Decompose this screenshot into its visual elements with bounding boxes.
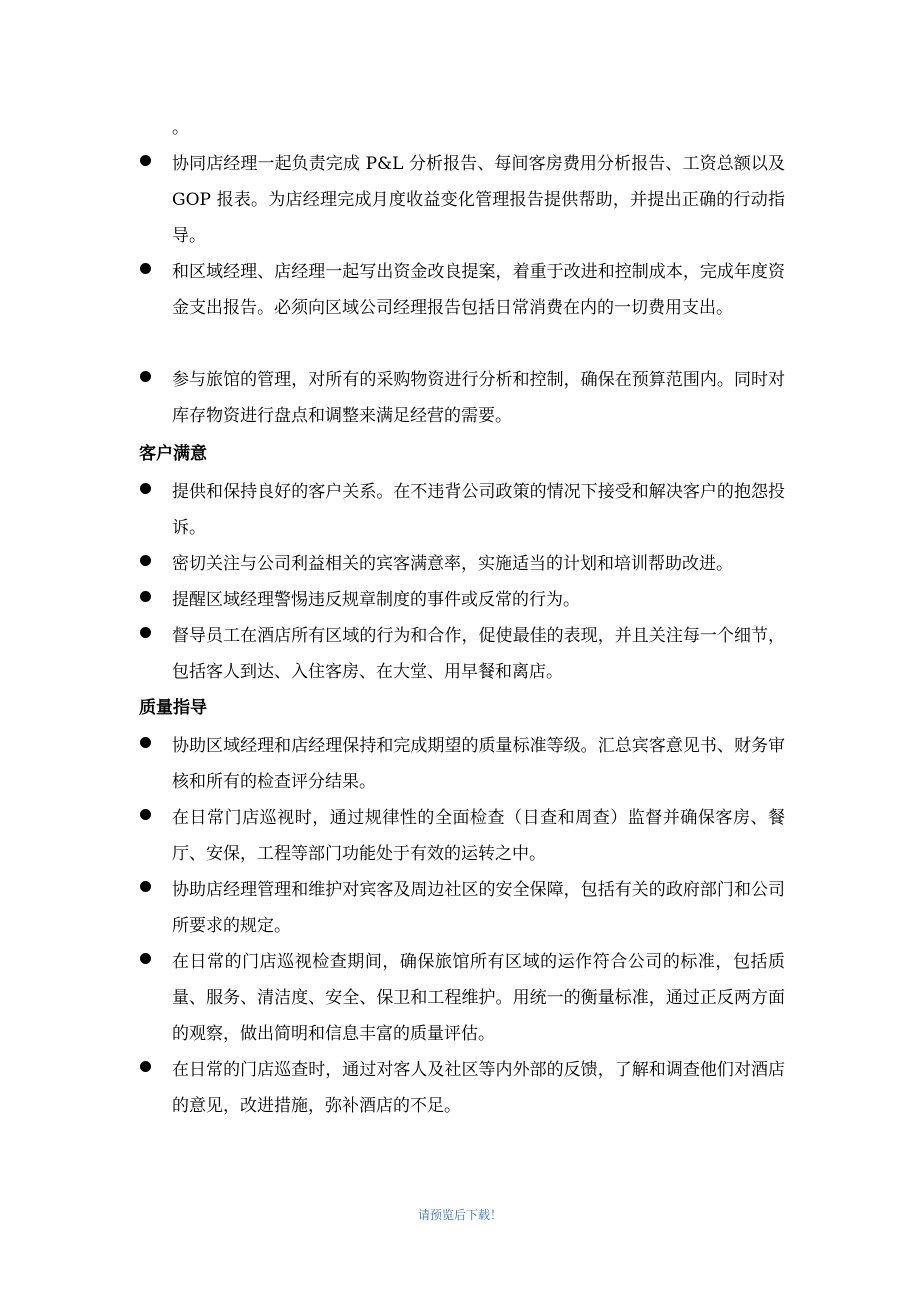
list-item-text: 协同店经理一起负责完成 P&L 分析报告、每间客房费用分析报告、工资总额以及 GOP 报表。为店经理完成月度收益变化管理报告提供帮助，并提出正确的行动指导。 [172, 154, 785, 246]
section-heading-customer-satisfaction: 客户满意 [139, 444, 207, 464]
list-item [140, 728, 785, 800]
list-item [140, 582, 785, 618]
footer-download-link[interactable]: 请预览后下载！ [417, 1208, 502, 1222]
list-item-text: 督导员工在酒店所有区域的行为和合作，促使最佳的表现，并且关注每一个细节，包括客人到达、入住客房、在大堂、用早餐和离店。 [172, 626, 785, 682]
bullet-icon [140, 881, 151, 892]
list-item [140, 944, 785, 1052]
list-item-text: 在日常的门店巡视检查期间，确保旅馆所有区域的运作符合公司的标准，包括质量、服务、清洁度、安全、保卫和工程维护。用统一的衡量标准，通过正反两方面的观察，做出简明和信息丰富的质量评估。 [172, 952, 785, 1044]
bullet-icon [140, 1061, 151, 1072]
list-item-text: 协助店经理管理和维护对宾客及周边社区的安全保障，包括有关的政府部门和公司所要求的规定。 [172, 880, 785, 936]
list-item [140, 362, 785, 434]
bullet-icon [140, 627, 151, 638]
list-item [140, 254, 785, 326]
bullet-icon [140, 809, 151, 820]
bullet-icon [140, 591, 151, 602]
list-item-text: 和区域经理、店经理一起写出资金改良提案，着重于改进和控制成本，完成年度资金支出报告。必须向区域公司经理报告包括日常消费在内的一切费用支出。 [172, 262, 785, 318]
list-item-text: 参与旅馆的管理，对所有的采购物资进行分析和控制，确保在预算范围内。同时对库存物资进行盘点和调整来满足经营的需要。 [172, 370, 785, 426]
bullet-icon [140, 555, 151, 566]
section-heading-quality-guidance: 质量指导 [139, 698, 207, 718]
list-item-text: 提供和保持良好的客户关系。在不违背公司政策的情况下接受和解决客户的抱怨投诉。 [172, 482, 785, 538]
continued-text-fragment: 。 [172, 118, 189, 138]
bullet-icon [140, 155, 151, 166]
list-item-text: 在日常的门店巡查时，通过对客人及社区等内外部的反馈，了解和调查他们对酒店的意见，改进措施，弥补酒店的不足。 [172, 1060, 785, 1116]
list-item-text: 提醒区域经理警惕违反规章制度的事件或反常的行为。 [172, 590, 580, 610]
list-item [140, 474, 785, 546]
list-item [140, 872, 785, 944]
bullet-icon [140, 737, 151, 748]
list-item [140, 146, 785, 254]
list-item [140, 800, 785, 872]
list-item [140, 618, 785, 690]
list-item-text: 密切关注与公司利益相关的宾客满意率，实施适当的计划和培训帮助改进。 [172, 554, 733, 574]
bullet-icon [140, 953, 151, 964]
list-item-text: 协助区域经理和店经理保持和完成期望的质量标准等级。汇总宾客意见书、财务审核和所有的检查评分结果。 [172, 736, 785, 792]
bullet-icon [140, 263, 151, 274]
bullet-icon [140, 371, 151, 382]
list-item [140, 1052, 785, 1124]
list-item [140, 546, 785, 582]
list-item-text: 在日常门店巡视时，通过规律性的全面检查（日查和周查）监督并确保客房、餐厅、安保，工程等部门功能处于有效的运转之中。 [172, 808, 785, 864]
bullet-icon [140, 483, 151, 494]
